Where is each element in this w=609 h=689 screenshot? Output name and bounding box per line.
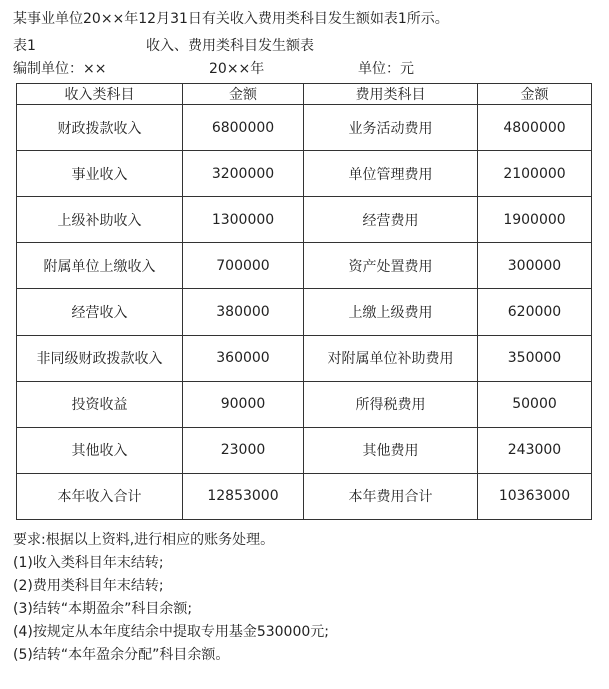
intro-text: 某事业单位20××年12月31日有关收入费用类科目发生额如表1所示。 [13, 11, 449, 27]
expense-account-cell: 经营费用 [304, 197, 478, 243]
income-amount-cell: 23000 [183, 427, 304, 473]
table-row [17, 105, 592, 151]
expense-account-cell: 对附属单位补助费用 [304, 335, 478, 381]
table-row [17, 243, 592, 289]
table-label: 表1 [13, 38, 36, 54]
income-amount-cell: 3200000 [183, 151, 304, 197]
expense-amount-cell: 50000 [478, 381, 592, 427]
requirement-item: (5)结转“本年盈余分配”科目余额。 [13, 647, 230, 663]
income-amount-cell: 6800000 [183, 105, 304, 151]
requirement-item: (2)费用类科目年末结转; [13, 578, 164, 594]
expense-amount-cell: 243000 [478, 427, 592, 473]
income-amount-cell: 700000 [183, 243, 304, 289]
table-row [17, 197, 592, 243]
expense-amount-cell: 620000 [478, 289, 592, 335]
expense-account-cell: 业务活动费用 [304, 105, 478, 151]
table-row [17, 427, 592, 473]
header-income-account: 收入类科目 [17, 84, 183, 105]
expense-total-label: 本年费用合计 [304, 473, 478, 519]
table-total-row [17, 473, 592, 519]
header-expense-account: 费用类科目 [304, 84, 478, 105]
header-income-amount: 金额 [183, 84, 304, 105]
requirement-item: (3)结转“本期盈余”科目余额; [13, 601, 193, 617]
table-row [17, 289, 592, 335]
income-account-cell: 非同级财政拨款收入 [17, 335, 183, 381]
expense-amount-cell: 4800000 [478, 105, 592, 151]
income-account-cell: 经营收入 [17, 289, 183, 335]
compiling-unit: 编制单位：×× [13, 61, 107, 77]
income-expense-table [16, 83, 591, 520]
income-amount-cell: 1300000 [183, 197, 304, 243]
income-amount-cell: 360000 [183, 335, 304, 381]
income-account-cell: 事业收入 [17, 151, 183, 197]
expense-amount-cell: 350000 [478, 335, 592, 381]
income-total-amount: 12853000 [183, 473, 304, 519]
expense-amount-cell: 300000 [478, 243, 592, 289]
income-amount-cell: 90000 [183, 381, 304, 427]
income-account-cell: 附属单位上缴收入 [17, 243, 183, 289]
table-row [17, 381, 592, 427]
requirement-item: (4)按规定从本年度结余中提取专用基金530000元; [13, 624, 329, 640]
expense-total-amount: 10363000 [478, 473, 592, 519]
table-row [17, 335, 592, 381]
requirements-heading: 要求:根据以上资料,进行相应的账务处理。 [13, 532, 275, 548]
requirement-item: (1)收入类科目年末结转; [13, 555, 164, 571]
table-header-row [17, 84, 592, 105]
currency-unit: 单位：元 [358, 61, 414, 77]
income-total-label: 本年收入合计 [17, 473, 183, 519]
expense-amount-cell: 2100000 [478, 151, 592, 197]
year-label: 20××年 [209, 61, 265, 77]
expense-account-cell: 所得税费用 [304, 381, 478, 427]
income-account-cell: 投资收益 [17, 381, 183, 427]
requirements-section [13, 529, 329, 667]
expense-amount-cell: 1900000 [478, 197, 592, 243]
income-account-cell: 上级补助收入 [17, 197, 183, 243]
table-title: 收入、费用类科目发生额表 [146, 38, 314, 54]
expense-account-cell: 单位管理费用 [304, 151, 478, 197]
income-amount-cell: 380000 [183, 289, 304, 335]
table-row [17, 151, 592, 197]
expense-account-cell: 上缴上级费用 [304, 289, 478, 335]
income-account-cell: 其他收入 [17, 427, 183, 473]
income-account-cell: 财政拨款收入 [17, 105, 183, 151]
expense-account-cell: 资产处置费用 [304, 243, 478, 289]
expense-account-cell: 其他费用 [304, 427, 478, 473]
header-expense-amount: 金额 [478, 84, 592, 105]
